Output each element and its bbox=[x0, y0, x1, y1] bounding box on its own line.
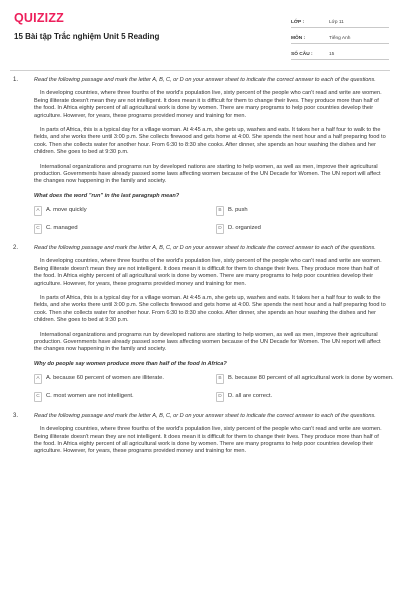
meta-label: MÔN : bbox=[291, 36, 306, 41]
option-letter-box: D bbox=[216, 224, 224, 234]
question-instructions: Read the following passage and mark the letter A, B, C, or D on your answer sheet to indicate the correct answer to each of the questions. bbox=[34, 412, 376, 419]
passage-paragraph: In developing countries, where three fourths of the world's population live, sixty percent of the people who can't read and write are women. Being illiterate doesn't mean they are not intelligent. It does mean it is difficult for them to change their lives. They produce more than half of the food. In Africa eighty percent of all agricultural work is done by women. There are many programs to help poor countries develop their agriculture. However, for years, these programs provided money and training for men. bbox=[34, 258, 382, 287]
meta-row-question-count bbox=[291, 44, 389, 60]
option-letter-box: D bbox=[216, 392, 224, 402]
passage-paragraph: International organizations and programs run by developed nations are starting to help women, as well as men, improve their agricultural production. Governments have already passed some laws affecting women because of the UN Decade for Women. The UN report will affect the changes now happening in the family and society. bbox=[34, 331, 381, 353]
option-b[interactable] bbox=[216, 373, 398, 385]
option-letter-box: B bbox=[216, 374, 224, 384]
question-text: What does the word "run" in the last paragraph mean? bbox=[34, 192, 180, 199]
header-divider bbox=[10, 70, 390, 71]
option-letter-box: C bbox=[34, 224, 42, 234]
option-text: D. organized bbox=[228, 225, 261, 232]
answer-options bbox=[34, 373, 394, 403]
question-2 bbox=[0, 245, 400, 403]
meta-label: LỚP : bbox=[291, 20, 305, 25]
reading-passage bbox=[34, 258, 388, 288]
question-instructions: Read the following passage and mark the letter A, B, C, or D on your answer sheet to indicate the correct answer to each of the questions. bbox=[34, 77, 376, 83]
reading-passage bbox=[34, 164, 388, 186]
passage-paragraph: In developing countries, where three fourths of the world's population live, sixty percent of the people who can't read and write are women. Being illiterate doesn't mean they are not intelligent. It does mean it is difficult for them to change their lives. They produce more than half of the food. In Africa eighty percent of all agricultural work is done by women. There are many programs to help poor countries develop their agriculture. However, for years, these programs provided money and training for men. bbox=[34, 90, 382, 119]
option-text: C. managed bbox=[46, 225, 78, 232]
option-d[interactable] bbox=[216, 391, 398, 403]
answer-options bbox=[34, 205, 388, 235]
reading-passage bbox=[34, 332, 388, 354]
option-text: B. because 80 percent of all agricultural work is done by women. bbox=[228, 375, 394, 382]
option-text: D. all are correct. bbox=[228, 393, 273, 400]
option-a[interactable] bbox=[34, 205, 216, 217]
passage-paragraph: In developing countries, where three fourths of the world's population live, sixty percent of the people who can't read and write are women. Being illiterate doesn't mean they are not intelligent. It does mean it is difficult for them to change their lives. They produce more than half of the food. In Africa eighty percent of all agricultural work is done by women. There are many programs to help poor countries develop their agriculture. However, for years, these programs provided money and training for men. bbox=[34, 426, 382, 455]
question-instructions: Read the following passage and mark the letter A, B, C, or D on your answer sheet to indicate the correct answer to each of the questions. bbox=[34, 244, 376, 251]
reading-passage bbox=[34, 90, 388, 120]
worksheet-title: 15 Bài tập Trắc nghiệm Unit 5 Reading bbox=[14, 32, 160, 41]
worksheet-meta bbox=[291, 12, 389, 60]
option-b[interactable] bbox=[216, 205, 398, 217]
meta-value: Tiếng Anh bbox=[329, 36, 351, 41]
worksheet-header bbox=[0, 0, 400, 66]
passage-paragraph: In parts of Africa, this is a typical day for a village woman. At 4:45 a.m, she gets up, washes and eats. It takes her a half four to walk to the fields, and she works there until 3:00 p.m. She collects firewood and gets home at 4:00. She spends the next hour and a half preparing food to cook. Then she collects water for another hour. From 6:30 to 8:30 she cooks. After dinner, she spends an hour washing the dishes and her children. She goes to bed at 9:30 p.m. bbox=[34, 294, 386, 324]
option-c[interactable] bbox=[34, 391, 216, 403]
option-text: A. move quickly bbox=[46, 207, 87, 214]
option-text: C. most women are not intelligent. bbox=[46, 393, 134, 400]
question-1 bbox=[0, 77, 400, 235]
option-letter-box: C bbox=[34, 392, 42, 402]
option-text: B. push bbox=[228, 207, 248, 214]
option-letter-box: B bbox=[216, 206, 224, 216]
question-number: 2. bbox=[13, 244, 19, 251]
option-d[interactable] bbox=[216, 223, 398, 235]
quizizz-logo: QUIZIZZ bbox=[14, 11, 65, 25]
question-text: Why do people say women produce more than half of the food in Africa? bbox=[34, 360, 227, 367]
question-3 bbox=[0, 413, 400, 456]
question-list bbox=[0, 77, 400, 466]
reading-passage bbox=[34, 295, 388, 325]
meta-row-subject bbox=[291, 28, 389, 44]
option-a[interactable] bbox=[34, 373, 216, 385]
option-text: A. because 60 percent of women are illiterate. bbox=[46, 375, 164, 382]
meta-value: 15 bbox=[329, 52, 335, 57]
passage-paragraph: International organizations and programs run by developed nations are starting to help women, as well as men, improve their agricultural production. Governments have already passed some laws affecting women because of the UN Decade for Women. The UN report will affect the changes now happening in the family and society. bbox=[34, 163, 381, 185]
meta-label: SỐ CÂU : bbox=[291, 52, 313, 57]
passage-paragraph: In parts of Africa, this is a typical day for a village woman. At 4:45 a.m, she gets up, washes and eats. It takes her a half four to walk to the fields, and she works there until 3:00 p.m. She collects firewood and gets home at 4:00. She spends the next hour and a half preparing food to cook. Then she collects water for another hour. From 6:30 to 8:30 she cooks. After dinner, she spends an hour washing the dishes and her children. She goes to bed at 9:30 p.m. bbox=[34, 127, 386, 156]
meta-value: Lớp 11 bbox=[329, 20, 344, 25]
reading-passage bbox=[34, 127, 388, 157]
meta-row-grade bbox=[291, 12, 389, 28]
question-number: 3. bbox=[13, 412, 19, 419]
option-letter-box: A bbox=[34, 374, 42, 384]
option-c[interactable] bbox=[34, 223, 216, 235]
question-number: 1. bbox=[13, 77, 19, 83]
reading-passage bbox=[34, 426, 388, 456]
option-letter-box: A bbox=[34, 206, 42, 216]
